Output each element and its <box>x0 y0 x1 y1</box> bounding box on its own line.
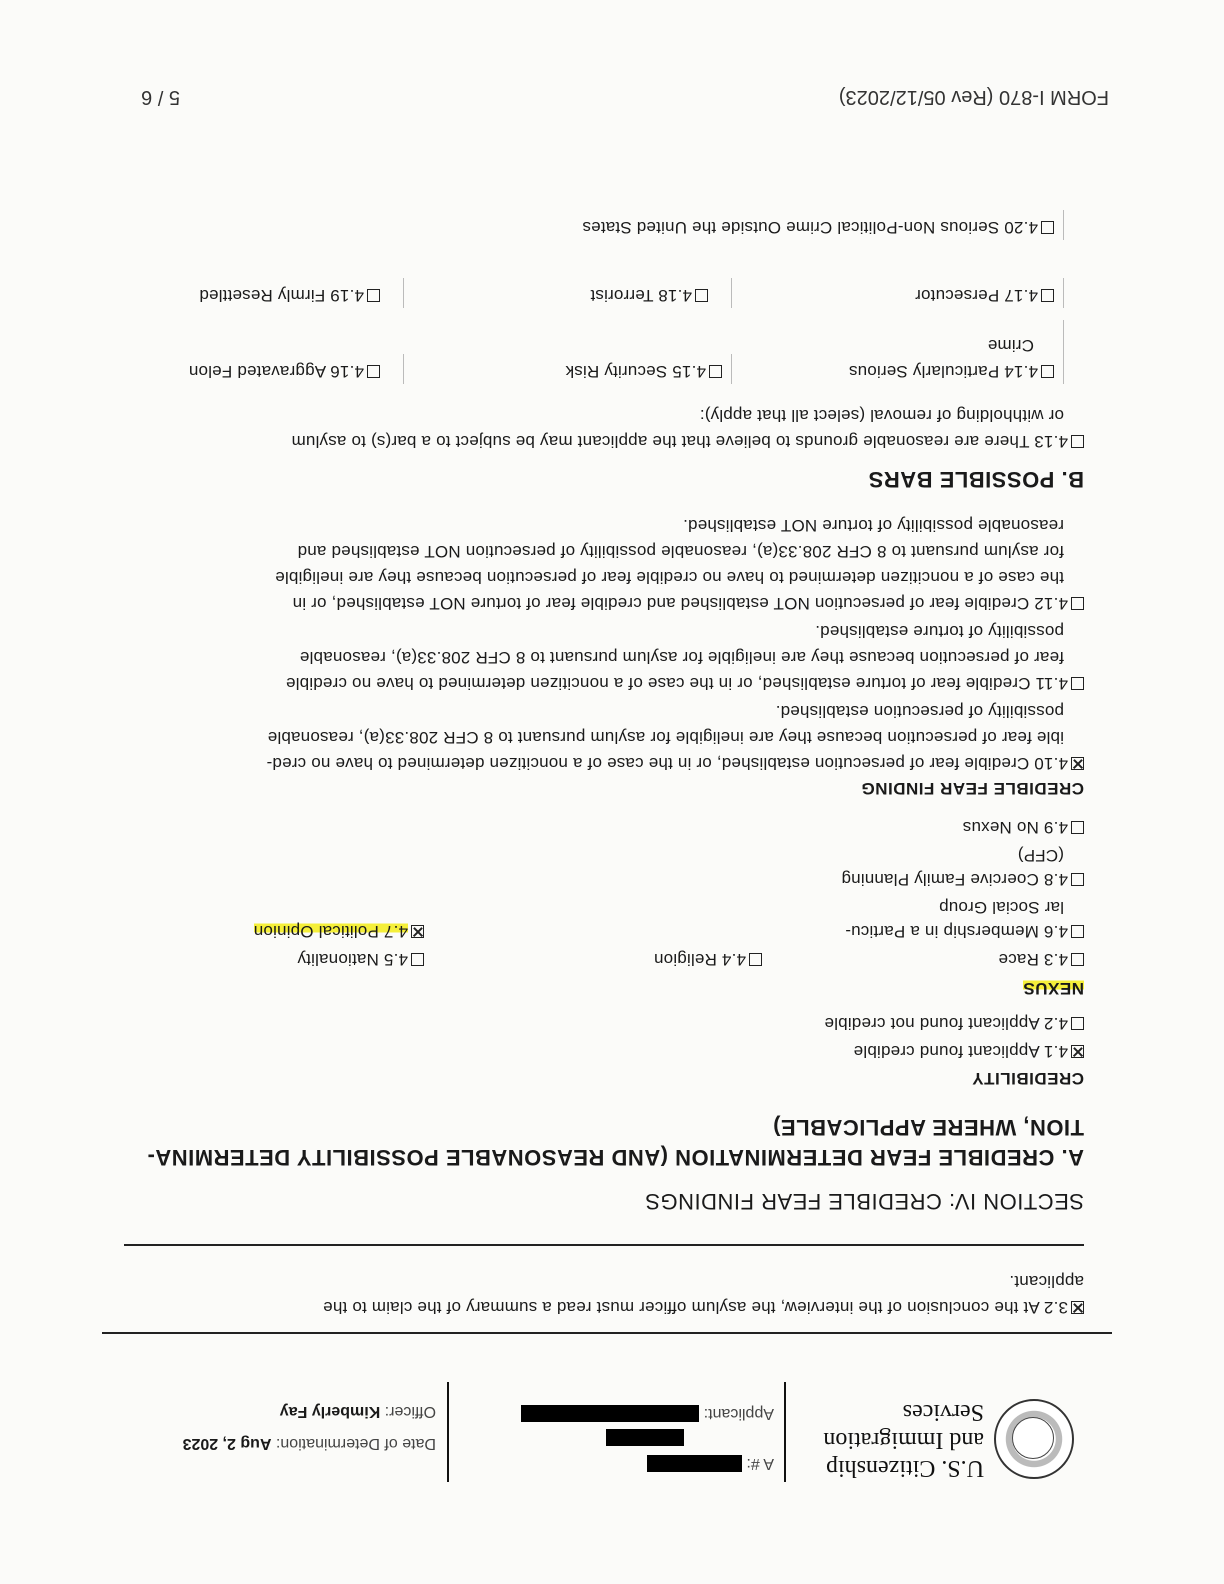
item-4-2: 4.2 Applicant found not credible <box>824 1010 1084 1036</box>
item-4-7: 4.7 Political Opinion <box>254 918 424 944</box>
item-4-14-l2: Crime <box>987 336 1034 355</box>
item-4-12: 4.12 Credible fear of persecution NOT established and credible fear of torture NOT established, or in <box>292 590 1084 616</box>
agency-line-3: Services <box>902 1399 984 1425</box>
checkbox-4-20[interactable] <box>1041 221 1054 234</box>
section-rule <box>124 1244 1084 1246</box>
agency-line-2: and Immigration <box>823 1427 984 1453</box>
applicant-label: Applicant: <box>703 1405 774 1422</box>
a-number-field <box>647 1454 774 1472</box>
nexus-heading: NEXUS <box>1022 979 1084 998</box>
checkbox-4-16[interactable] <box>367 365 380 378</box>
item-4-4: 4.4 Religion <box>654 946 762 972</box>
item-4-17: 4.17 Persecutor <box>915 282 1054 308</box>
item-4-12-l2: the case of a noncitizen determined to have no credible fear of persecution because they are ineligible <box>275 568 1064 587</box>
item-4-8: 4.8 Coercive Family Planning <box>841 866 1084 892</box>
item-4-15: 4.15 Security Risk <box>565 358 722 384</box>
header-divider-2 <box>447 1382 449 1482</box>
item-4-6: 4.6 Membership in a Particu- <box>845 918 1084 944</box>
part-b-heading: B. POSSIBLE BARS <box>868 467 1084 492</box>
checkbox-4-1[interactable] <box>1071 1045 1084 1058</box>
checkbox-4-15[interactable] <box>709 365 722 378</box>
item-4-9: 4.9 No Nexus <box>963 814 1084 840</box>
part-a-heading-1: A. CREDIBLE FEAR DETERMINATION (AND REASONABLE POSSIBILITY DETERMINA- <box>147 1145 1084 1170</box>
agency-name <box>769 1398 984 1482</box>
checkbox-4-10[interactable] <box>1071 757 1084 770</box>
agency-line-1: U.S. Citizenship <box>825 1455 984 1481</box>
page-number: 5 / 6 <box>141 86 180 108</box>
applicant-field <box>521 1404 774 1422</box>
officer-field <box>280 1402 436 1420</box>
item-4-12-l3: for asylum pursuant to 8 CFR 208.33(a), reasonable possibility of persecution NOT established and <box>297 542 1064 561</box>
checkbox-4-14[interactable] <box>1041 365 1054 378</box>
checkbox-4-6[interactable] <box>1071 925 1084 938</box>
checkbox-4-2[interactable] <box>1071 1017 1084 1030</box>
checkbox-4-18[interactable] <box>695 289 708 302</box>
item-4-20: 4.20 Serious Non-Political Crime Outside the United States <box>582 214 1054 240</box>
item-4-14: 4.14 Particularly Serious <box>849 358 1054 384</box>
checkbox-3-2[interactable] <box>1071 1301 1084 1314</box>
checkbox-4-13[interactable] <box>1071 435 1084 448</box>
checkbox-4-17[interactable] <box>1041 289 1054 302</box>
item-4-18: 4.18 Terrorist <box>590 282 708 308</box>
date-field <box>183 1434 436 1452</box>
item-3-2: 3.2 At the conclusion of the interview, the asylum officer must read a summary of the claim to the <box>323 1294 1084 1320</box>
header-rule <box>102 1332 1112 1334</box>
form-id: FORM I-870 (Rev 05/12/2023) <box>838 86 1109 108</box>
finding-heading: CREDIBLE FEAR FINDING <box>861 779 1084 798</box>
item-4-6-cont: lar Social Group <box>938 898 1064 917</box>
officer-name: Kimberly Fay <box>279 1403 381 1420</box>
checkbox-4-4[interactable] <box>749 953 762 966</box>
item-4-13: 4.13 There are reasonable grounds to believe that the applicant may be subject to a bar(s) to asylum <box>291 428 1084 454</box>
item-4-11-l2: fear of persecution because they are ineligible for asylum pursuant to 8 CFR 208.33(a), reasonable <box>299 648 1064 667</box>
item-4-10: 4.10 Credible fear of persecution established, or in the case of a noncitizen determined to have no cred- <box>266 750 1084 776</box>
item-4-5: 4.5 Nationality <box>297 946 424 972</box>
dhs-seal-icon <box>994 1399 1074 1479</box>
checkbox-4-8[interactable] <box>1071 873 1084 886</box>
credibility-heading: CREDIBILITY <box>971 1069 1084 1088</box>
checkbox-4-12[interactable] <box>1071 597 1084 610</box>
officer-label: Officer: <box>384 1403 436 1420</box>
item-4-1: 4.1 Applicant found credible <box>854 1038 1084 1064</box>
applicant-redaction-upper <box>606 1428 684 1446</box>
checkbox-4-9[interactable] <box>1071 821 1084 834</box>
applicant-redaction <box>521 1405 699 1422</box>
item-4-11-l3: possibility of torture established. <box>815 622 1064 641</box>
checkbox-4-11[interactable] <box>1071 677 1084 690</box>
checkbox-4-3[interactable] <box>1071 953 1084 966</box>
item-4-10-l2: ible fear of persecution because they are ineligible for asylum pursuant to 8 CFR 208.33(a), reasonable <box>267 728 1064 747</box>
checkbox-4-5[interactable] <box>411 953 424 966</box>
date-value: Aug 2, 2023 <box>182 1435 272 1452</box>
checkbox-4-7[interactable] <box>411 925 424 938</box>
item-4-3: 4.3 Race <box>998 946 1084 972</box>
section-title: SECTION IV: CREDIBLE FEAR FINDINGS <box>644 1189 1084 1214</box>
item-4-16: 4.16 Aggravated Felon <box>189 358 380 384</box>
item-4-10-l3: possibility of persecution established. <box>775 702 1064 721</box>
checkbox-4-19[interactable] <box>367 289 380 302</box>
a-number-label: A #: <box>746 1455 774 1472</box>
item-4-19: 4.19 Firmly Resettled <box>199 282 380 308</box>
item-4-13-l2: or withholding of removal (select all that apply): <box>699 406 1064 425</box>
item-4-8-cont: (CFP) <box>1017 846 1064 865</box>
header-divider <box>784 1382 786 1482</box>
part-a-heading-2: TION, WHERE APPLICABLE) <box>772 1115 1084 1140</box>
item-4-11: 4.11 Credible fear of torture established, or in the case of a noncitizen determined to have no credible <box>286 670 1084 696</box>
item-3-2-cont: applicant. <box>1009 1272 1084 1291</box>
item-4-12-l4: reasonable possibility of torture NOT established. <box>682 516 1064 535</box>
a-number-redaction <box>647 1455 742 1472</box>
date-label: Date of Determination: <box>275 1435 436 1452</box>
